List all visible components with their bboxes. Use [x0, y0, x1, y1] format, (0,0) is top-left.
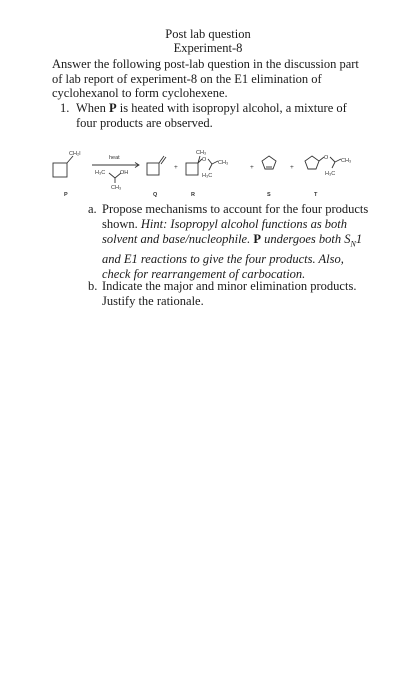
r-ch3-top-label: CH₃	[196, 150, 207, 156]
question-1-text: When P is heated with isopropyl alcohol, a mixture of four products are observed.	[76, 101, 347, 130]
reaction-scheme-drawing	[40, 145, 380, 200]
r-ch3-right-label: CH₃	[218, 160, 229, 166]
condition-heat: heat	[109, 155, 120, 161]
question-1b-text: Indicate the major and minor elimination products. Justify the rationale.	[102, 279, 357, 308]
plus-sign-1: +	[174, 164, 178, 171]
ipa-h3c-label: H₃C	[95, 170, 106, 176]
question-1b-label: b.	[88, 279, 98, 293]
question-1-number: 1.	[60, 101, 70, 115]
question-1b	[88, 279, 373, 309]
t-oxygen-label: O	[324, 155, 329, 161]
r-o-bond-right	[208, 159, 212, 164]
label-q: Q	[153, 192, 158, 198]
label-s: S	[267, 192, 271, 198]
t-ch3-bond-down	[332, 162, 335, 168]
question-1a	[88, 202, 373, 282]
r-cyclobutane-ring	[186, 163, 198, 175]
t-o-bond-right	[330, 157, 335, 162]
question-1	[60, 101, 370, 130]
r-oxygen-label: O	[202, 157, 207, 163]
question-1a-text: Propose mechanisms to account for the four products shown. Hint: Isopropyl alcohol functions as both solvent and base/nucleophile. P undergoes both $S_N1$ and E1 reactions to give the four products. Also, check for rearrangement of carbocation.	[102, 202, 369, 281]
hint-text: Hint: Isopropyl alcohol functions as both solvent and base/nucleophile. P undergoes both $S_N1$ and E1 reactions to give the four products. Also, check for rearrangement of carbocation.	[102, 217, 363, 281]
t-h3c-label: H₃C	[325, 171, 336, 177]
ipa-ch3-label: CH₃	[111, 185, 122, 191]
plus-sign-2: +	[250, 164, 254, 171]
q-exo-bond-double	[161, 157, 166, 164]
p-cyclobutane-ring	[53, 163, 67, 177]
intro-paragraph: Answer the following post-lab question in the discussion part of lab report of experiment-8 on the E1 elimination of cyclohexanol to form cyclohexene.	[52, 57, 359, 100]
p-ch2i-label: CH₂I	[69, 151, 81, 157]
reaction-scheme	[40, 145, 380, 200]
t-cyclopentane-ring	[305, 156, 319, 169]
label-r: R	[191, 192, 195, 198]
q-exo-bond	[159, 156, 164, 163]
r-h3c-label: H₃C	[202, 173, 213, 179]
p-ch2-bond	[67, 156, 73, 163]
title-line-1: Post lab question	[165, 27, 251, 41]
ipa-bond-left	[109, 173, 115, 178]
ipa-oh-label: OH	[120, 170, 129, 176]
question-1a-label: a.	[88, 202, 97, 216]
label-p: P	[64, 192, 68, 198]
hint-compound-p: P	[253, 232, 261, 246]
t-ch3-right-label: CH₃	[341, 158, 352, 164]
q-cyclobutane-ring	[147, 163, 159, 175]
title-line-2: Experiment-8	[173, 41, 243, 55]
r-ch3-bond-down	[209, 164, 212, 170]
compound-p-label: P	[108, 101, 117, 115]
label-t: T	[314, 192, 318, 198]
plus-sign-3: +	[290, 164, 294, 171]
